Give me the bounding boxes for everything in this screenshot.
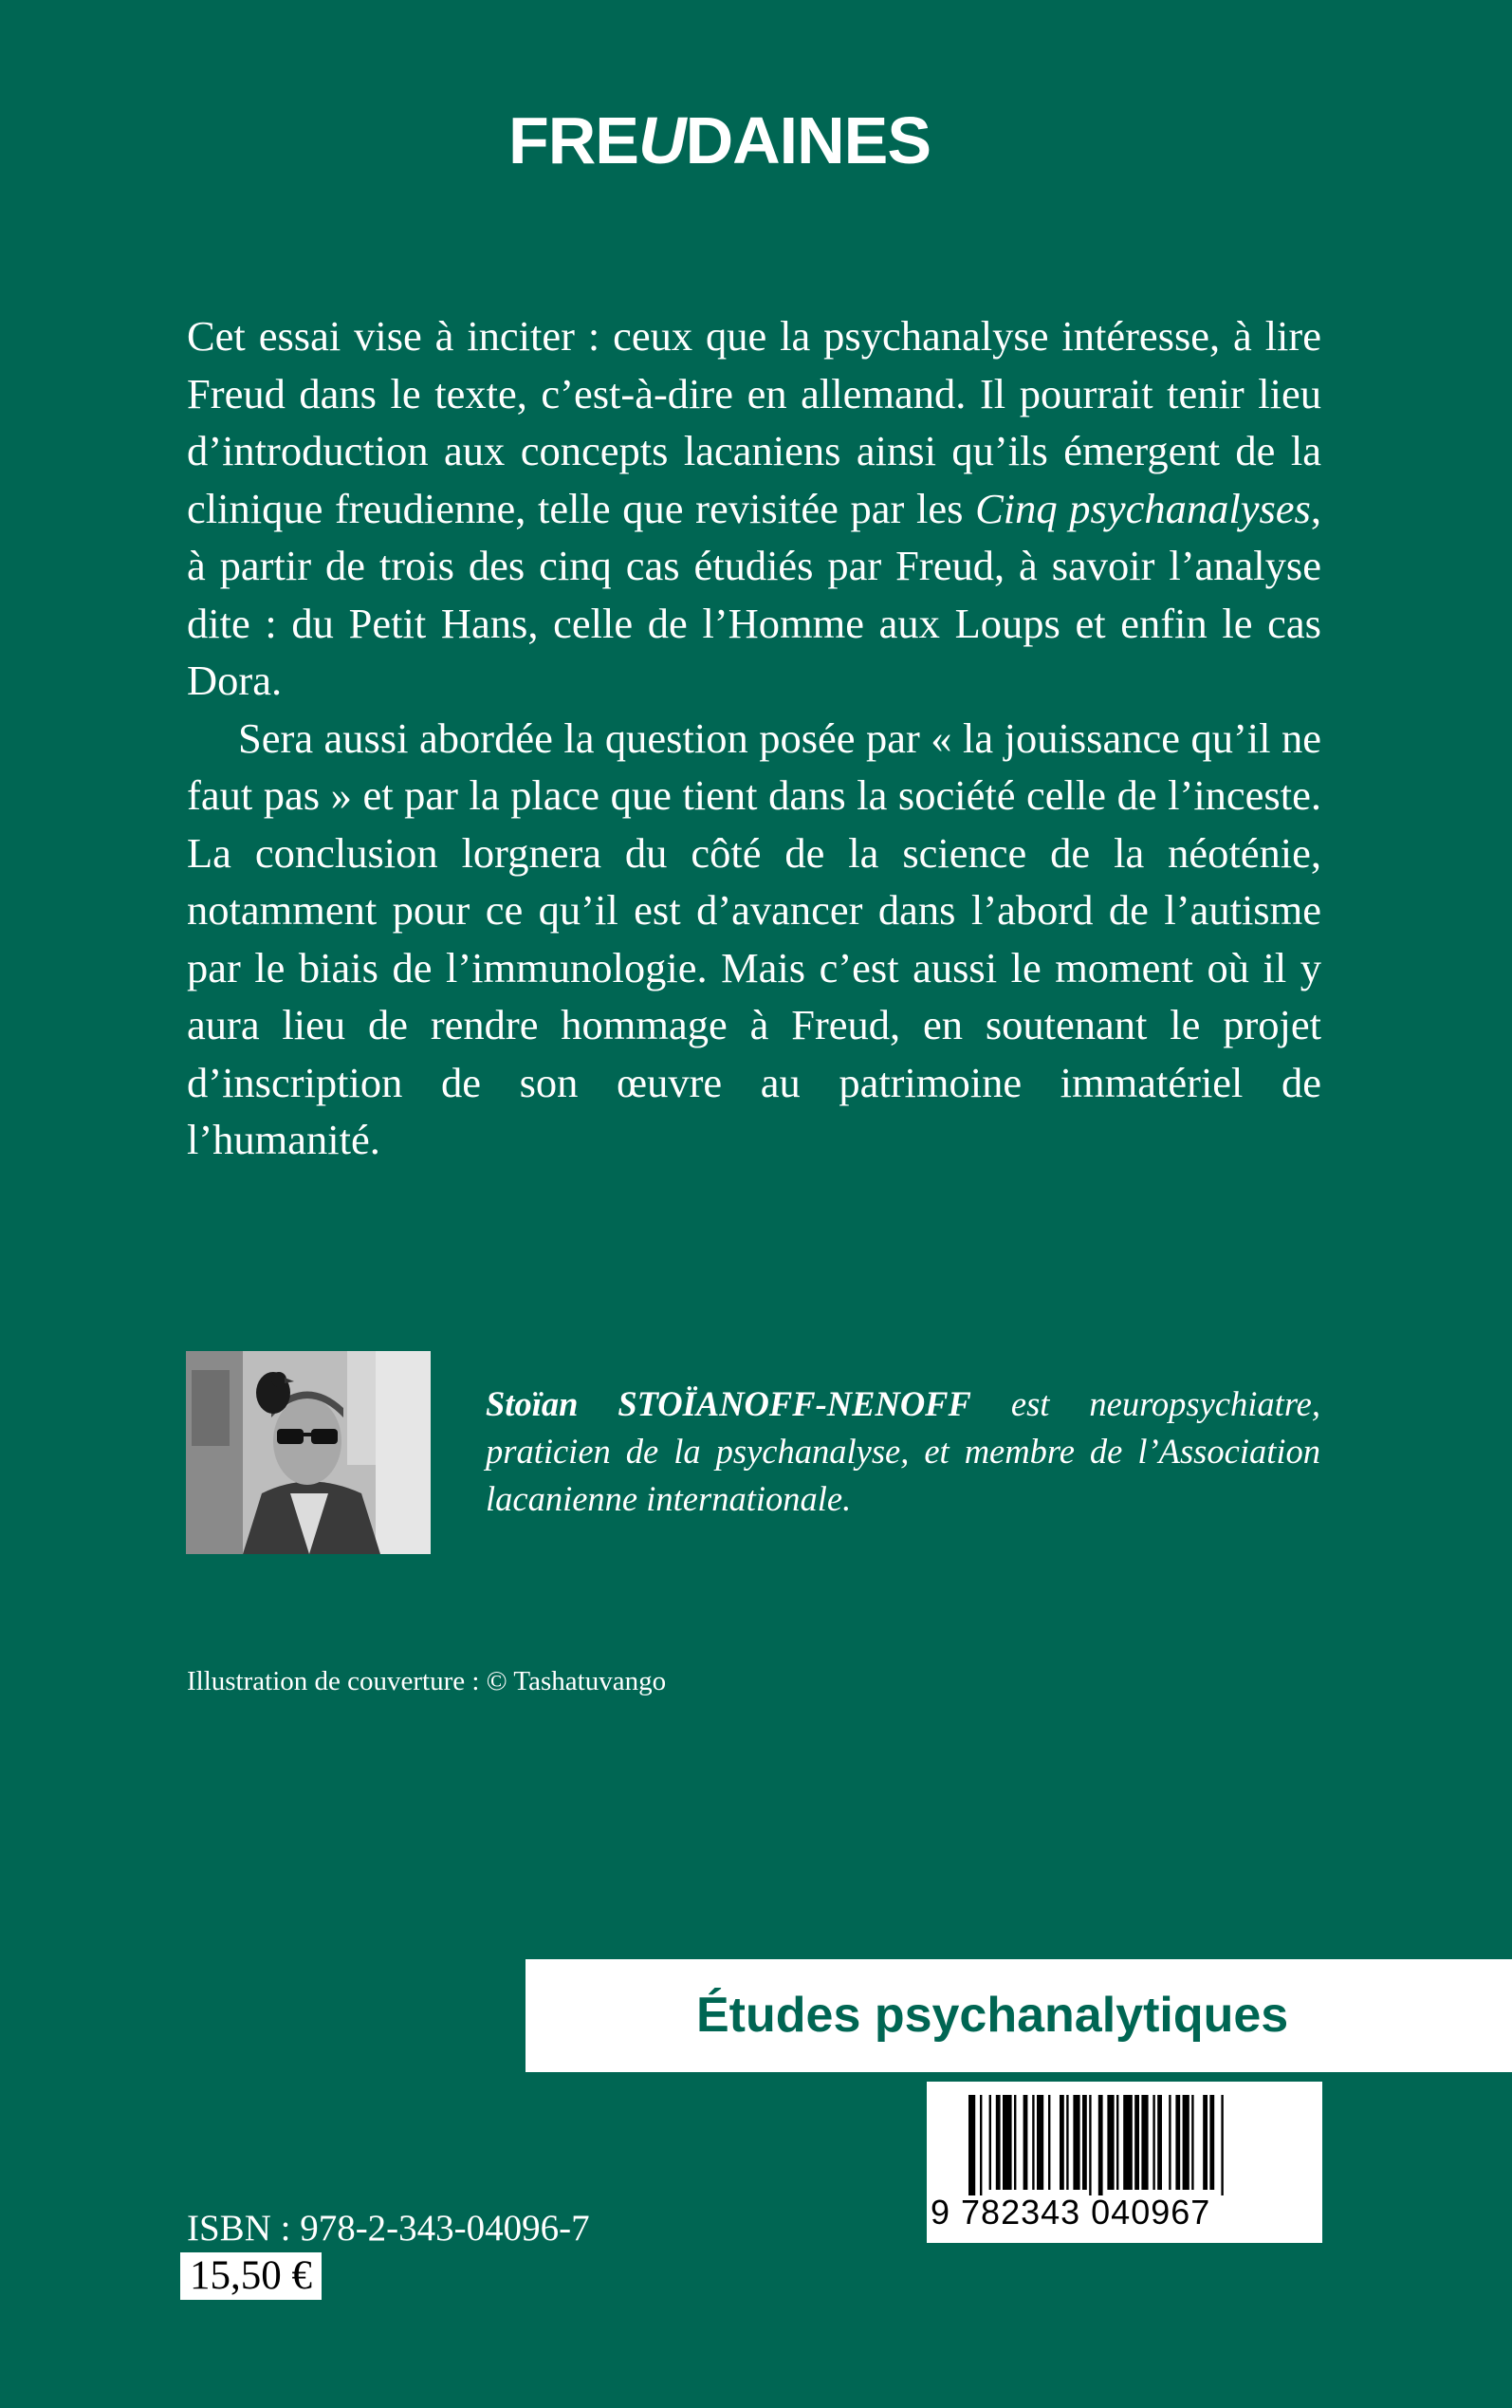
book-description [187,307,1321,1169]
barcode-bars [927,2082,1322,2195]
barcode-bar [1123,2095,1133,2190]
description-text: , à partir de trois des cinq cas étudiés par Freud, à savoir l’analyse dite : du Petit Hans, celle de l’Homme aux Loups et enfin le cas Dora. [187,484,1321,704]
barcode-bar [980,2095,982,2195]
title-part-2: DAINES [685,103,931,177]
barcode-bar [1134,2095,1139,2190]
barcode-bar [1107,2095,1114,2190]
barcode-bar [1014,2095,1016,2190]
title-part-1: FRE [508,103,638,177]
barcode-bar [1023,2095,1028,2190]
author-photo [186,1351,431,1554]
barcode-bar [1073,2095,1079,2190]
barcode-bar [1003,2095,1012,2190]
book-title [508,102,983,178]
cover-illustration-credit: Illustration de couverture : © Tashatuvango [187,1666,667,1696]
barcode-bar [1157,2095,1162,2190]
barcode-bar [1082,2095,1087,2190]
barcode-bar [1116,2095,1118,2190]
barcode-bar [1221,2095,1223,2195]
barcode-bar [1175,2095,1180,2190]
description-paragraph-2: Sera aussi abordée la question posée par « la jouissance qu’il ne faut pas » et par la place que tient dans la société celle de l’inceste. La conclusion lorgnera du côté de la science de la néoténie, notamment pour ce qu’il est d’avancer dans l’abord de l’autisme par le biais de l’immunologie. Mais c’est aussi le moment où il y aura lieu de rendre hommage à Freud, en soutenant le projet d’inscription de son œuvre au patrimoine immatériel de l’humanité. [187,713,1321,1163]
barcode-bar [1037,2095,1043,2190]
author-name: Stoïan STOÏANOFF-NENOFF [486,1384,971,1423]
author-bio [486,1380,1320,1523]
barcode-bar [1141,2095,1148,2190]
barcode-bar [1209,2095,1214,2190]
price: 15,50 € [180,2252,322,2300]
description-text: Cet essai vise à inciter : ceux que la psychanalyse intéresse, à lire Freud dans le texte, c’est-à-dire en allemand. Il pourrait tenir lieu d’introduction aux concepts lacaniens ainsi qu’ils émergent de la clinique freudienne, telle que revisitée par les [187,312,1321,532]
barcode [927,2082,1322,2243]
barcode-bar [996,2095,1001,2190]
barcode-bar [1169,2095,1171,2190]
barcode-bar [1066,2095,1068,2190]
barcode-bar [1060,2095,1064,2190]
barcode-bar [1032,2095,1034,2190]
description-book-reference: Cinq psychanalyses [975,484,1311,532]
collection-band [526,1959,1512,2072]
barcode-bar [1048,2095,1050,2190]
isbn: ISBN : 978-2-343-04096-7 [187,2208,590,2249]
barcode-bar [1089,2095,1091,2195]
barcode-bar [1183,2095,1189,2190]
title-part-italic: U [638,103,686,177]
barcode-bar [1203,2095,1208,2190]
barcode-bar [1191,2095,1193,2190]
barcode-digits: 9 782343 040967 [931,2193,1211,2232]
barcode-bar [968,2095,975,2195]
author-bio-text: est neuropsychiatre, praticien de la psychanalyse, et membre de l’Association lacanienne internationale. [486,1384,1320,1518]
barcode-bar [1098,2095,1103,2195]
barcode-bar [989,2095,991,2190]
description-paragraph-1 [187,307,1321,710]
collection-name: Études psychanalytiques [696,1988,1289,2043]
barcode-bar [1152,2095,1154,2190]
